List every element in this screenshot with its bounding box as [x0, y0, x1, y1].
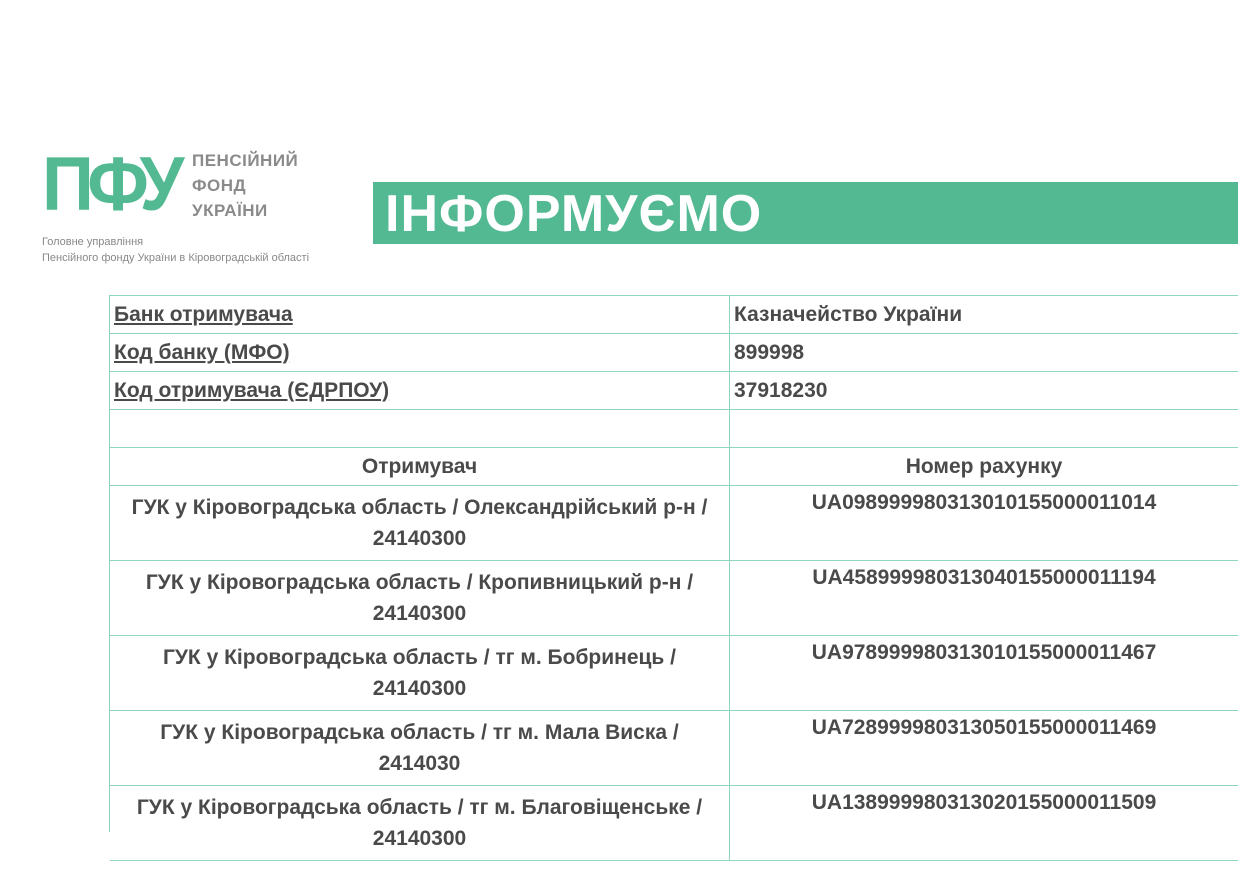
- table-row: [110, 372, 1238, 410]
- info-label: Код банку (МФО): [114, 340, 290, 364]
- logo-name-line: ПЕНСІЙНИЙ: [192, 151, 299, 170]
- account-number: UA978999980313010155000011467: [730, 636, 1239, 711]
- table-row: [110, 334, 1238, 372]
- info-label-cell: [110, 372, 730, 410]
- recipient-code: 2414030: [378, 752, 461, 775]
- recipient-code: 24140300: [372, 827, 467, 850]
- account-number: UA728999980313050155000011469: [730, 711, 1239, 786]
- table-row: [110, 561, 1238, 636]
- info-value: Казначейство України: [730, 296, 1239, 334]
- empty-cell: [730, 410, 1239, 448]
- table-row: [110, 786, 1238, 861]
- table-row-empty: [110, 410, 1238, 448]
- payment-details-table: [110, 295, 1238, 861]
- account-number: UA458999980313040155000011194: [730, 561, 1239, 636]
- recipient-line: ГУК у Кіровоградська область / тг м. Благовіщенське /: [136, 796, 703, 819]
- logo-name-line: ФОНД: [192, 176, 247, 195]
- empty-cell: [110, 410, 730, 448]
- info-banner: [373, 182, 1238, 244]
- recipient-line: ГУК у Кіровоградська область / Кропивницький р-н /: [145, 571, 694, 594]
- recipient-cell: [110, 711, 730, 786]
- logo-subtitle-line: Головне управління: [42, 236, 144, 248]
- info-value: 899998: [730, 334, 1239, 372]
- logo-name-line: УКРАЇНИ: [192, 201, 268, 220]
- table-row: [110, 711, 1238, 786]
- recipient-cell: [110, 786, 730, 861]
- table-row: [110, 636, 1238, 711]
- recipient-line: ГУК у Кіровоградська область / Олександрійський р-н /: [131, 496, 708, 519]
- recipient-code: 24140300: [372, 677, 467, 700]
- logo-name: [192, 148, 298, 223]
- recipient-cell: [110, 561, 730, 636]
- table-header-row: [110, 448, 1238, 486]
- recipient-cell: [110, 636, 730, 711]
- pfu-logo: [42, 142, 342, 272]
- recipient-line: ГУК у Кіровоградська область / тг м. Бобринець /: [162, 646, 677, 669]
- logo-subtitle-line: Пенсійного фонду України в Кіровоградській області: [42, 252, 310, 264]
- logo-subtitle: [42, 234, 309, 266]
- column-header-account: Номер рахунку: [730, 448, 1239, 486]
- banner-title: ІНФОРМУЄМО: [385, 185, 763, 243]
- table-row: [110, 296, 1238, 334]
- column-header-recipient: Отримувач: [110, 448, 730, 486]
- info-label: Банк отримувача: [114, 302, 293, 326]
- logo-mark: ПФУ: [42, 142, 178, 227]
- info-label: Код отримувача (ЄДРПОУ): [114, 378, 390, 402]
- recipient-code: 24140300: [372, 602, 467, 625]
- info-value: 37918230: [730, 372, 1239, 410]
- recipient-cell: [110, 486, 730, 561]
- account-number: UA098999980313010155000011014: [730, 486, 1239, 561]
- info-label-cell: [110, 296, 730, 334]
- info-label-cell: [110, 334, 730, 372]
- recipient-code: 24140300: [372, 527, 467, 550]
- recipient-line: ГУК у Кіровоградська область / тг м. Мала Виска /: [160, 721, 679, 744]
- account-number: UA138999980313020155000011509: [730, 786, 1239, 861]
- table-row: [110, 486, 1238, 561]
